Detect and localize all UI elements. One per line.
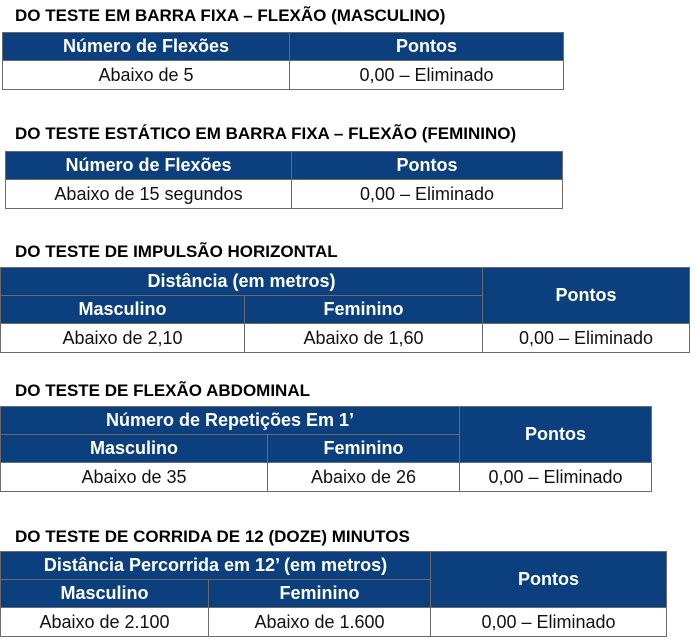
cell-masculino-value: Abaixo de 2.100 [1, 608, 209, 637]
cell-pontos-value: 0,00 – Eliminado [292, 180, 563, 209]
section-title-flexao-abdominal: DO TESTE DE FLEXÃO ABDOMINAL [15, 381, 310, 400]
cell-flexoes-value: Abaixo de 5 [3, 61, 290, 90]
header-numero-de-flexoes: Número de Flexões [6, 152, 292, 180]
table-flexao-abdominal [0, 406, 652, 492]
cell-feminino-value: Abaixo de 1,60 [245, 324, 483, 353]
cell-pontos-value: 0,00 – Eliminado [483, 324, 690, 353]
header-feminino: Feminino [245, 296, 483, 324]
header-distancia-em-metros: Distância (em metros) [1, 268, 483, 296]
header-numero-de-flexoes: Número de Flexões [3, 33, 290, 61]
cell-masculino-value: Abaixo de 35 [1, 463, 268, 492]
header-masculino: Masculino [1, 296, 245, 324]
section-title-barra-fixa-masculino: DO TESTE EM BARRA FIXA – FLEXÃO (MASCULINO) [15, 6, 446, 25]
cell-pontos-value: 0,00 – Eliminado [290, 61, 564, 90]
header-pontos: Pontos [290, 33, 564, 61]
table-corrida-12-minutos [0, 551, 667, 637]
cell-pontos-value: 0,00 – Eliminado [431, 608, 667, 637]
header-pontos: Pontos [483, 268, 690, 324]
section-title-barra-fixa-feminino: DO TESTE ESTÁTICO EM BARRA FIXA – FLEXÃO (FEMININO) [15, 124, 517, 143]
table-barra-fixa-feminino [5, 151, 563, 209]
header-distancia-percorrida: Distância Percorrida em 12’ (em metros) [1, 552, 431, 580]
cell-feminino-value: Abaixo de 26 [268, 463, 460, 492]
table-impulsao-horizontal [0, 267, 690, 353]
cell-masculino-value: Abaixo de 2,10 [1, 324, 245, 353]
header-masculino: Masculino [1, 580, 209, 608]
header-numero-de-repeticoes: Número de Repetições Em 1’ [1, 407, 460, 435]
header-masculino: Masculino [1, 435, 268, 463]
cell-flexoes-value: Abaixo de 15 segundos [6, 180, 292, 209]
header-pontos: Pontos [460, 407, 652, 463]
cell-feminino-value: Abaixo de 1.600 [209, 608, 431, 637]
section-title-corrida-12-minutos: DO TESTE DE CORRIDA DE 12 (DOZE) MINUTOS [15, 527, 410, 546]
header-feminino: Feminino [268, 435, 460, 463]
header-feminino: Feminino [209, 580, 431, 608]
section-title-impulsao-horizontal: DO TESTE DE IMPULSÃO HORIZONTAL [15, 242, 338, 261]
cell-pontos-value: 0,00 – Eliminado [460, 463, 652, 492]
header-pontos: Pontos [292, 152, 563, 180]
header-pontos: Pontos [431, 552, 667, 608]
table-barra-fixa-masculino [2, 32, 564, 90]
